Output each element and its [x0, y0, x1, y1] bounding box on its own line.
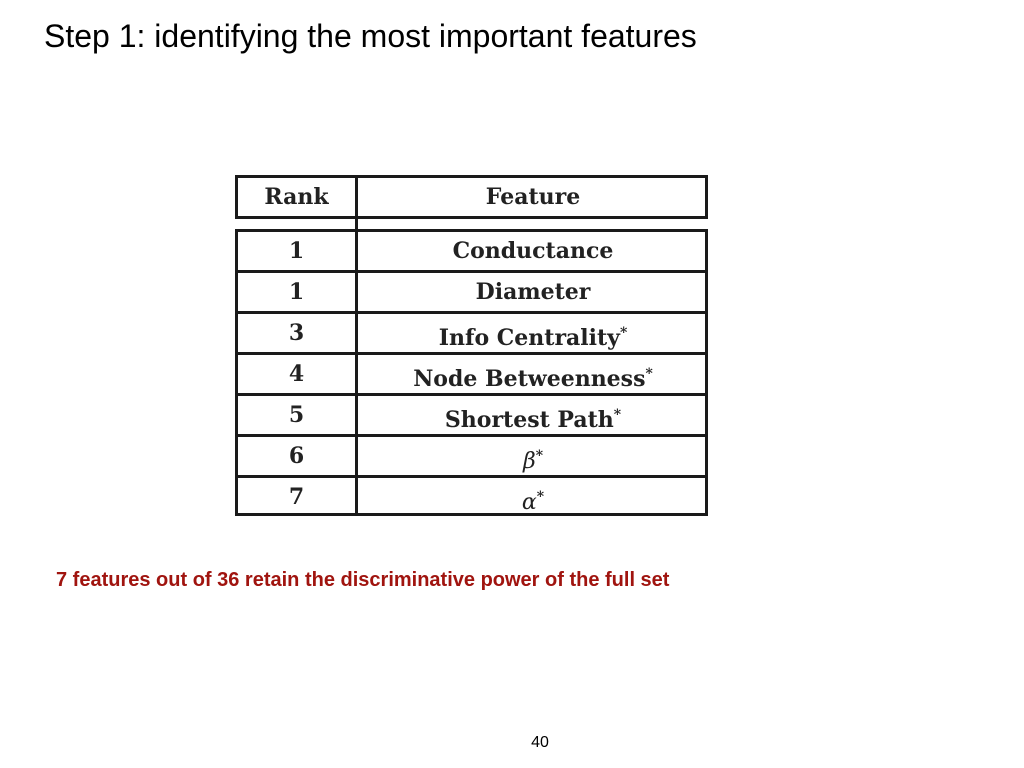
feature-name: Node Betweenness: [413, 366, 646, 392]
rank-cell: 6: [288, 443, 305, 469]
header-gap: [235, 219, 708, 229]
table-row: [238, 478, 705, 516]
table-header-row: [238, 178, 705, 216]
significance-star: *: [536, 489, 545, 505]
feature-cell: [358, 314, 708, 357]
table-row: [238, 355, 705, 393]
feature-name: β: [522, 449, 536, 474]
feature-cell: [358, 273, 708, 311]
rank-cell: 1: [288, 238, 305, 264]
feature-name: Conductance: [452, 238, 614, 264]
significance-star: *: [613, 407, 622, 423]
significance-star: *: [535, 448, 544, 464]
table-row: [238, 314, 705, 352]
summary-note: 7 features out of 36 retain the discriminative power of the full set: [56, 569, 670, 591]
feature-name: α: [521, 490, 537, 515]
significance-star: *: [619, 325, 628, 341]
table-row: [238, 437, 705, 475]
significance-star: *: [645, 366, 653, 382]
table-row: [238, 232, 705, 270]
table-row: [238, 396, 705, 434]
feature-cell: [358, 396, 708, 439]
feature-ranking-table: [235, 175, 708, 516]
column-divider: [355, 178, 358, 513]
feature-name: Diameter: [475, 279, 591, 305]
rank-cell: 4: [288, 361, 305, 387]
feature-name: Info Centrality: [438, 325, 620, 351]
header-feature: Feature: [485, 184, 581, 210]
rank-cell: 3: [288, 320, 305, 346]
feature-cell: [358, 478, 708, 522]
slide-title: Step 1: identifying the most important features: [44, 18, 697, 54]
feature-cell: [358, 232, 708, 270]
feature-cell: [358, 355, 708, 398]
table-row: [238, 273, 705, 311]
rank-cell: 7: [288, 484, 305, 510]
rank-cell: 1: [288, 279, 305, 305]
page-number: 40: [531, 734, 549, 751]
header-rank: Rank: [264, 184, 329, 210]
rank-cell: 5: [288, 402, 305, 428]
feature-name: Shortest Path: [444, 407, 614, 433]
